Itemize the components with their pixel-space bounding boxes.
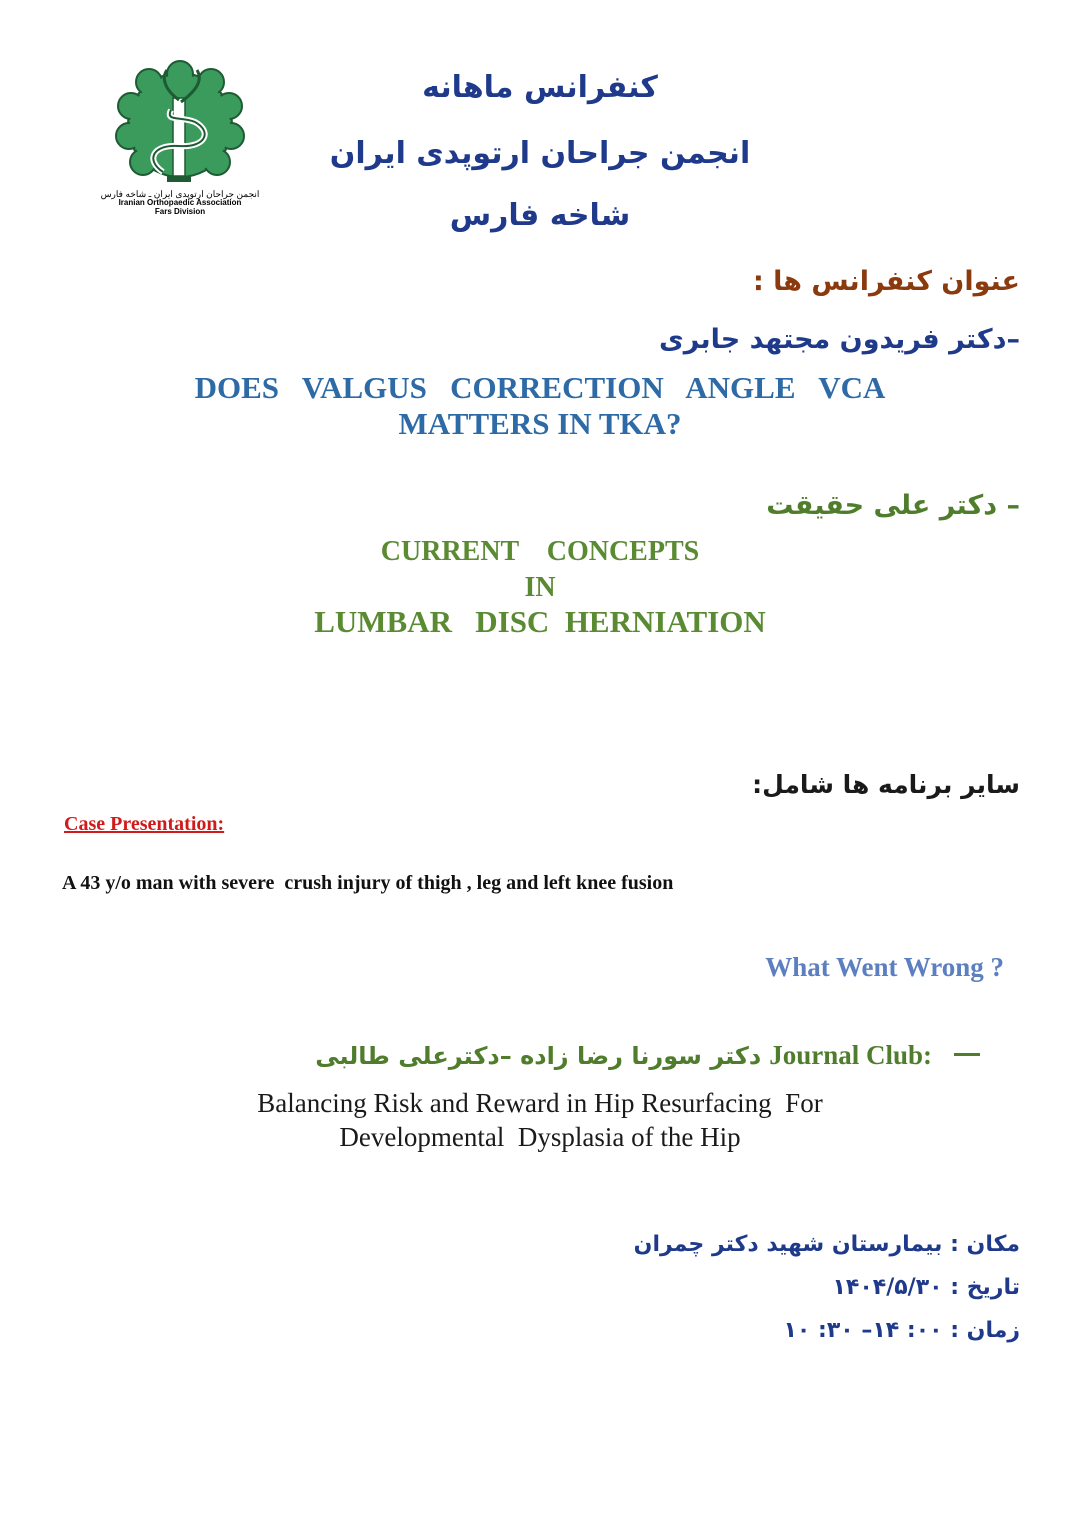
header-association-name: انجمن جراحان ارتوپدی ایران <box>329 136 751 171</box>
journal-article-line-2: Developmental Dysplasia of the Hip <box>339 1122 741 1152</box>
event-time: زمان : ۰۰: ۱۴– ۳۰: ۱۰ <box>783 1318 1020 1343</box>
journal-club-presenters: دکتر سورنا رضا زاده –دکترعلی طالبی <box>315 1042 762 1070</box>
speaker-2-name: – دکتر علی حقیقت <box>766 490 1020 521</box>
speaker-2-title-line-3: LUMBAR DISC HERNIATION <box>314 604 766 639</box>
iranian-orthopaedic-association-logo-icon <box>105 60 255 190</box>
journal-club-line <box>315 1040 980 1071</box>
speaker-1-name: –دکتر فریدون مجتهد جابری <box>658 324 1020 355</box>
speaker-2-title-line-2: IN <box>524 572 556 603</box>
other-programs-heading: سایر برنامه ها شامل: <box>752 770 1020 799</box>
conferences-heading: عنوان کنفرانس ها : <box>752 266 1020 297</box>
logo-caption-division: Fars Division <box>154 206 206 216</box>
event-date: تاریخ : ۱۴۰۴/۵/۳۰ <box>832 1275 1020 1300</box>
header-fars-branch: شاخه فارس <box>449 198 631 233</box>
event-location: مکان : بیمارستان شهید دکتر چمران <box>633 1232 1020 1257</box>
header-monthly-conference: کنفرانس ماهانه <box>422 70 658 105</box>
case-presentation-text: A 43 y/o man with severe crush injury of thigh , leg and left knee fusion <box>62 872 674 894</box>
speaker-1-title-line-1: DOES VALGUS CORRECTION ANGLE VCA <box>194 370 886 405</box>
what-went-wrong-title: What Went Wrong ? <box>765 952 1004 982</box>
speaker-1-title-line-2: MATTERS IN TKA? <box>398 406 682 441</box>
dash-divider <box>954 1053 980 1056</box>
case-presentation-label: Case Presentation: <box>64 813 225 835</box>
journal-article-line-1: Balancing Risk and Reward in Hip Resurfacing For <box>257 1088 823 1118</box>
speaker-2-title-line-1: CURRENT CONCEPTS <box>380 536 700 567</box>
journal-club-label: Journal Club: <box>769 1040 932 1070</box>
logo-caption-english: Iranian Orthopaedic Association <box>118 198 242 208</box>
logo-caption-persian: انجمن جراحان ارتوپدی ایران ـ شاخه فارس <box>100 189 260 199</box>
association-logo <box>100 60 260 216</box>
